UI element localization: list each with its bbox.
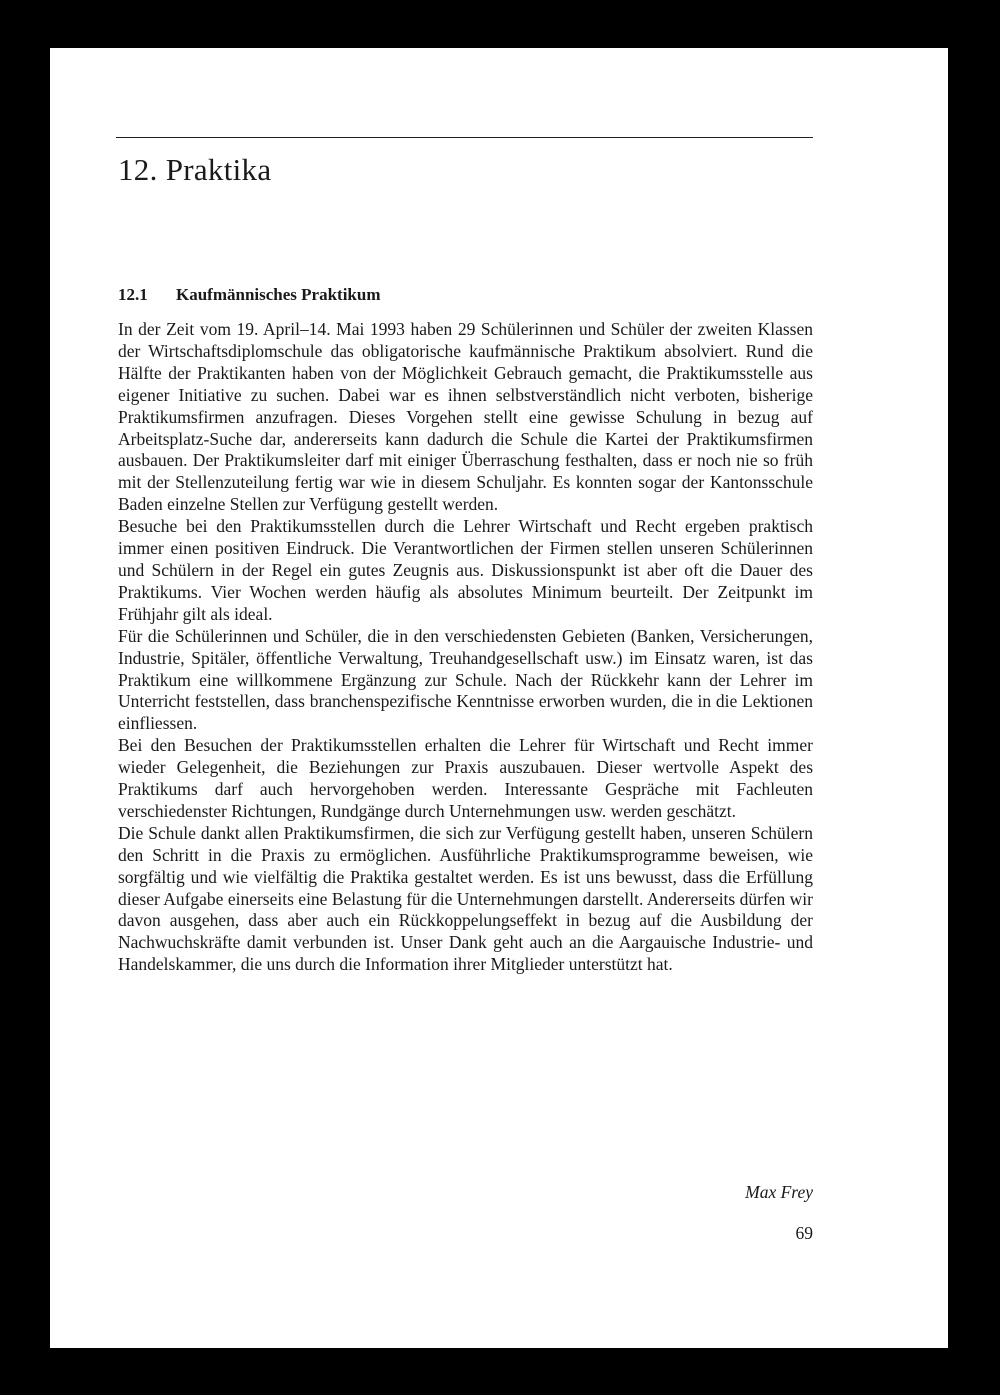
paragraph: Die Schule dankt allen Praktikumsfirmen, die sich zur Verfügung gestellt haben, unseren Schülern den Schritt in die Praxis zu ermöglichen. Ausführliche Praktikumsprogramme beweisen, wie sorgfältig und wie vielfältig die Praktika gestaltet werden. Es ist uns bewusst, dass die Erfüllung dieser Aufgabe einerseits eine Belastung für die Unternehmungen darstellt. Andererseits dürfen wir davon ausgehen, dass aber auch ein Rückkoppelungseffekt in bezug auf die Ausbildung der Nachwuchskräfte damit verbunden ist. Unser Dank geht auch an die Aargauische Industrie- und Handelskammer, die uns durch die Information ihrer Mitglieder unterstützt hat. [118, 822, 813, 975]
paragraph: Besuche bei den Praktikumsstellen durch die Lehrer Wirtschaft und Recht ergeben praktisch immer einen positiven Eindruck. Die Verantwortlichen der Firmen stellen unseren Schülerinnen und Schülern in der Regel ein gutes Zeugnis aus. Diskussionspunkt ist aber oft die Dauer des Praktikums. Vier Wochen werden häufig als absolutes Minimum beurteilt. Der Zeitpunkt im Frühjahr gilt als ideal. [118, 516, 813, 624]
paragraph: Für die Schülerinnen und Schüler, die in den verschiedensten Gebieten (Banken, Versicherungen, Industrie, Spitäler, öffentliche Verwaltung, Treuhandgesellschaft usw.) im Einsatz waren, ist das Praktikum eine willkommene Ergänzung zur Schule. Nach der Rückkehr kann der Lehrer im Unterricht feststellen, dass branchenspezifische Kenntnisse erworben wurden, die in die Lektionen einfliessen. [118, 625, 813, 734]
section-heading [118, 283, 381, 307]
section-title: Kaufmännisches Praktikum [176, 285, 381, 304]
section-number: 12.1 [118, 285, 148, 304]
paragraph: In der Zeit vom 19. April–14. Mai 1993 haben 29 Schülerinnen und Schüler der zweiten Klassen der Wirtschaftsdiplomschule das obligatorische kaufmännische Praktikum absolviert. Rund die Hälfte der Praktikanten haben von der Möglichkeit Gebrauch gemacht, die Praktikumsstelle aus eigener Initiative zu suchen. Dabei war es ihnen selbstverständlich nicht verboten, bisherige Praktikumsfirmen anzufragen. Dieses Vorgehen stellt eine gewisse Schulung in bezug auf Arbeitsplatz-Suche dar, andererseits kann dadurch die Schule die Kartei der Praktikumsfirmen ausbauen. Der Praktikumsleiter darf mit einiger Überraschung festhalten, dass er noch nie so früh mit der Stellenzuteilung fertig war wie in diesem Schuljahr. Es konnten sogar der Kantonsschule Baden einzelne Stellen zur Verfügung gestellt werden. [118, 319, 813, 515]
author-signature: Max Frey [745, 1182, 813, 1202]
chapter-title: 12. Praktika [118, 152, 272, 187]
document-page [50, 48, 948, 1348]
paragraph: Bei den Besuchen der Praktikumsstellen erhalten die Lehrer für Wirtschaft und Recht immer wieder Gelegenheit, die Beziehungen zur Praxis auszubauen. Dieser wertvolle Aspekt des Praktikums darf auch hervorgehoben werden. Interessante Gespräche mit Fachleuten verschiedenster Richtungen, Rundgänge durch Unternehmungen usw. werden geschätzt. [118, 735, 813, 821]
body-text [118, 319, 813, 976]
chapter-rule [116, 137, 813, 138]
page-number: 69 [795, 1223, 813, 1243]
